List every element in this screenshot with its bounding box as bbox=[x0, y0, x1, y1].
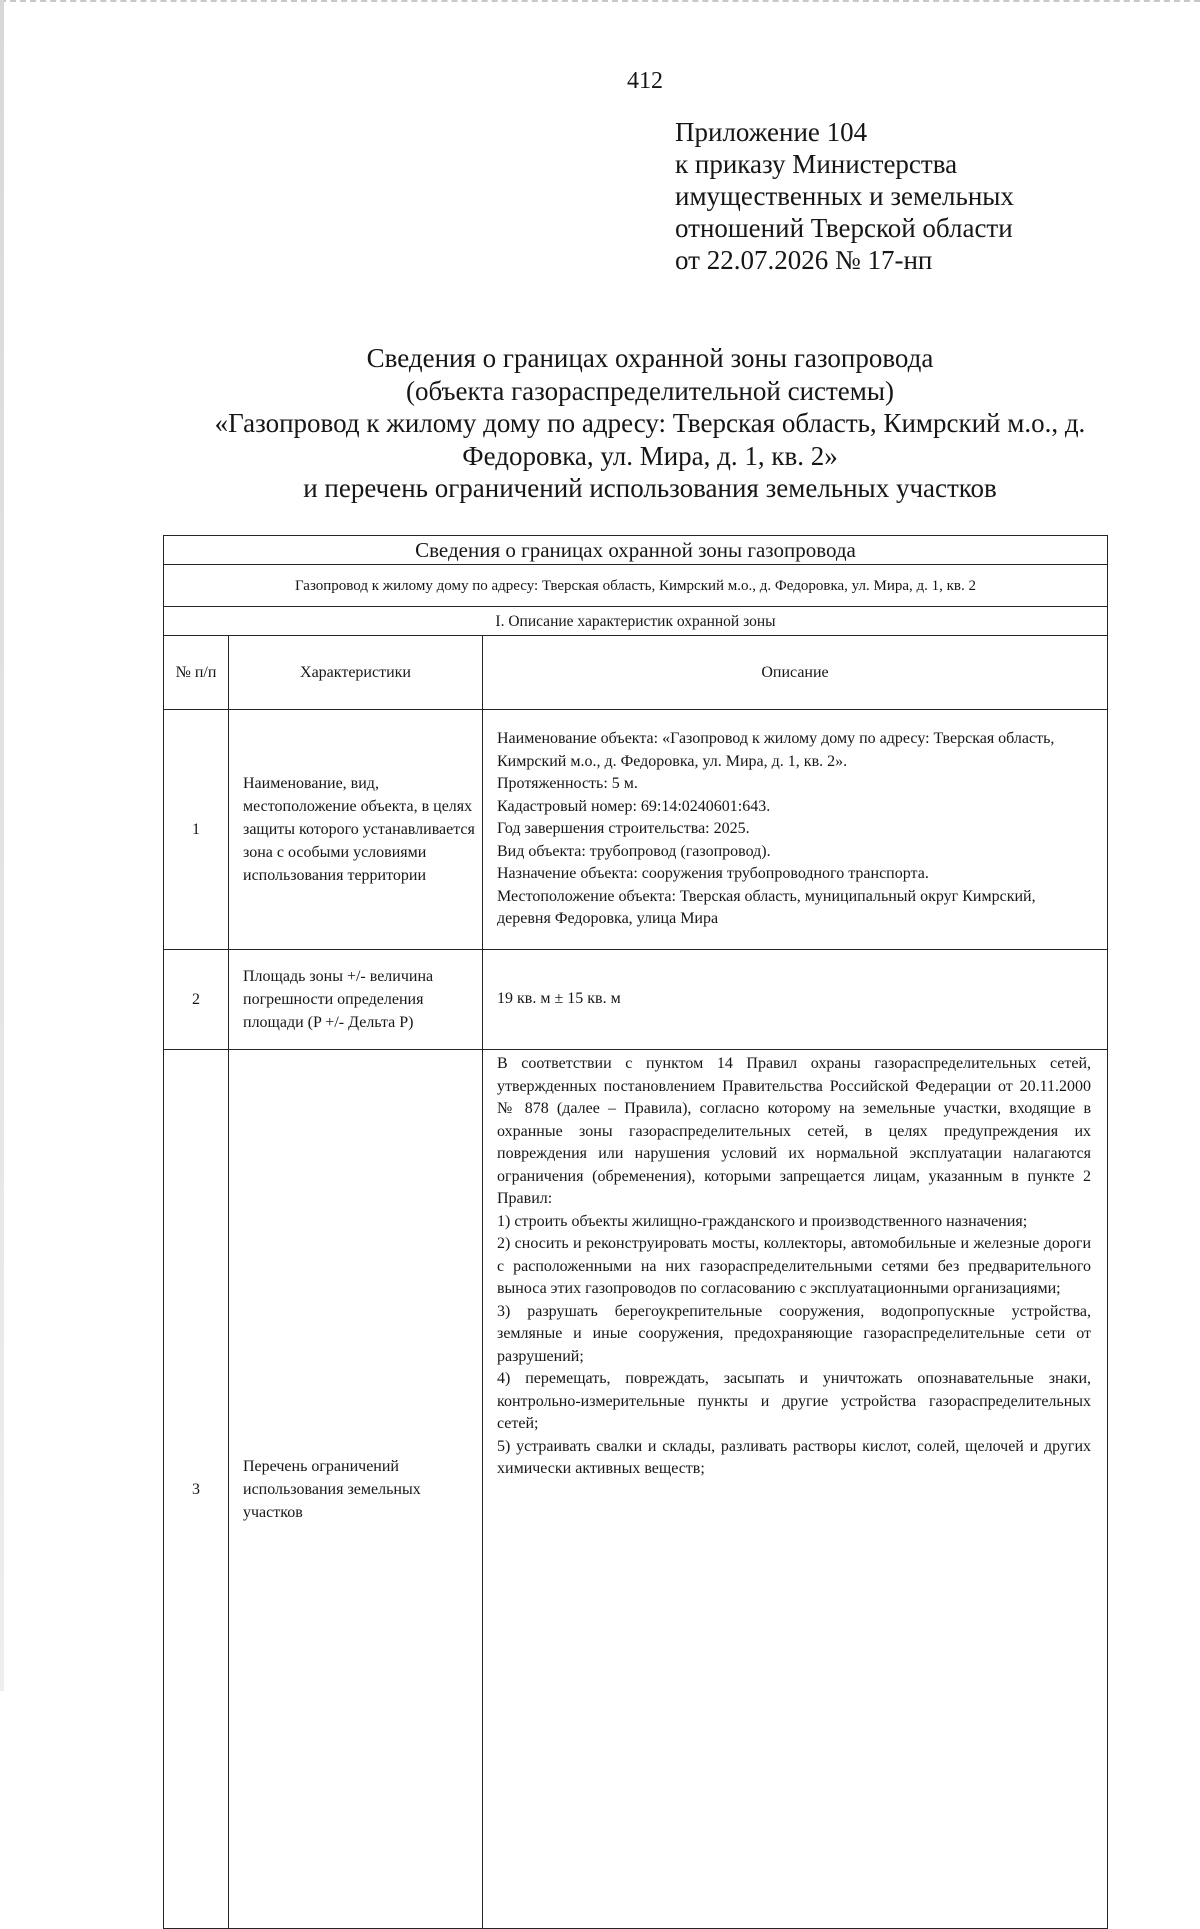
title-line: Сведения о границах охранной зоны газопровода bbox=[366, 343, 934, 373]
appendix-line: от 22.07.2026 № 17-нп bbox=[675, 245, 933, 275]
description-paragraph: 4) перемещать, повреждать, засыпать и уничтожать опознавательные знаки, контрольно-измерительные пункты и другие устройства газораспределительных сетей; bbox=[497, 1370, 1092, 1432]
table-part-title: I. Описание характеристик охранной зоны bbox=[164, 607, 1108, 636]
title-line: (объекта газораспределительной системы) bbox=[405, 375, 895, 406]
appendix-line: к приказу Министерства bbox=[675, 149, 958, 179]
description-paragraph: 5) устраивать свалки и склады, разливать растворы кислот, солей, щелочей и других химически активных веществ; bbox=[497, 1437, 1092, 1477]
header-description: Описание bbox=[483, 636, 1108, 710]
table-row bbox=[164, 710, 1108, 950]
scan-left-edge bbox=[0, 0, 4, 1691]
description-paragraph: В соответствии с пунктом 14 Правил охраны газораспределительных сетей, утвержденных постановлением Правительства Российской Федерации от 20.11.2000 № 878 (далее – Правила), согласно которому на земельные участки, входящие в охранные зоны газораспределительных сетей, в целях предупреждения их повреждения или нарушения условий их нормальной эксплуатации налагаются ограничения (обременения), которыми запрещается лицам, указанным в пункте 2 Правил: bbox=[497, 1055, 1092, 1207]
scan-top-edge bbox=[0, 0, 1200, 8]
row-description bbox=[483, 1050, 1108, 1929]
row-characteristic: Площадь зоны +/- величина погрешности определения площади (P +/- Дельта P) bbox=[229, 950, 483, 1050]
description-line: Протяженность: 5 м. bbox=[497, 775, 638, 793]
row-characteristic: Перечень ограничений использования земельных участков bbox=[229, 1050, 483, 1929]
description-paragraph: 2) сносить и реконструировать мосты, коллекторы, автомобильные и железные дороги с расположенными на них газораспределительными сетями без предварительного выноса этих газопроводов по согласованию с эксплуатационными организациями; bbox=[497, 1235, 1092, 1297]
appendix-block bbox=[675, 116, 1014, 276]
row-characteristic: Наименование, вид, местоположение объекта, в целях защиты которого устанавливается зона с особыми условиями использования территории bbox=[229, 710, 483, 950]
description-line: Местоположение объекта: Тверская область, муниципальный округ Кимрский, деревня Федоровка, улица Мира bbox=[497, 887, 1036, 928]
zone-info-table bbox=[163, 535, 1108, 1929]
document-title bbox=[150, 342, 1150, 505]
description-paragraph: 1) строить объекты жилищно-гражданского и производственного назначения; bbox=[497, 1212, 1028, 1230]
table-row bbox=[164, 1050, 1108, 1929]
appendix-line: Приложение 104 bbox=[675, 117, 868, 147]
table-object-name: Газопровод к жилому дому по адресу: Тверская область, Кимрский м.о., д. Федоровка, ул. Мира, д. 1, кв. 2 bbox=[164, 565, 1108, 607]
title-line: «Газопровод к жилому дому по адресу: Тверская область, Кимрский м.о., д. bbox=[214, 408, 1086, 438]
description-paragraph: 3) разрушать берегоукрепительные сооружения, водопропускные устройства, земляные и иные сооружения, предохраняющие газораспределительные сети от разрушений; bbox=[497, 1302, 1092, 1365]
title-line: Федоровка, ул. Мира, д. 1, кв. 2» bbox=[462, 440, 838, 471]
table-row bbox=[164, 950, 1108, 1050]
description-line: Назначение объекта: сооружения трубопроводного транспорта. bbox=[497, 865, 929, 883]
appendix-line: отношений Тверской области bbox=[675, 213, 1013, 243]
row-description bbox=[483, 950, 1108, 1050]
header-number: № п/п bbox=[164, 636, 229, 710]
appendix-line: имущественных и земельных bbox=[675, 181, 1014, 211]
description-line: Кадастровый номер: 69:14:0240601:643. bbox=[497, 797, 771, 815]
title-line: и перечень ограничений использования земельных участков bbox=[303, 473, 997, 503]
row-number: 2 bbox=[164, 950, 229, 1050]
header-characteristic: Характеристики bbox=[229, 636, 483, 710]
row-number: 3 bbox=[164, 1050, 229, 1929]
page-number: 412 bbox=[627, 68, 663, 94]
description-line: 19 кв. м ± 15 кв. м bbox=[497, 990, 621, 1008]
table-header-row bbox=[164, 636, 1108, 710]
description-line: Год завершения строительства: 2025. bbox=[497, 820, 750, 838]
description-line: Наименование объекта: «Газопровод к жилому дому по адресу: Тверская область, Кимрский м.о., д. Федоровка, ул. Мира, д. 1, кв. 2». bbox=[497, 730, 1055, 770]
table-section-title: Сведения о границах охранной зоны газопровода bbox=[164, 536, 1108, 565]
row-description bbox=[483, 710, 1108, 950]
description-line: Вид объекта: трубопровод (газопровод). bbox=[497, 842, 771, 860]
row-number: 1 bbox=[164, 710, 229, 950]
